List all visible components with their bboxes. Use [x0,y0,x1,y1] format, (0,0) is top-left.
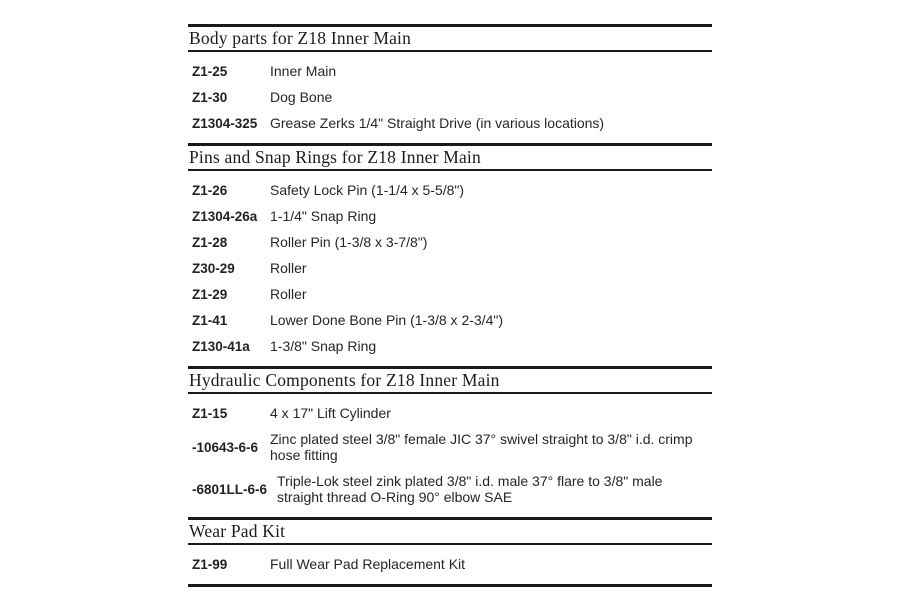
part-number: Z1-15 [192,405,228,421]
part-number: Z1-25 [192,63,228,79]
section-pins-snap-rings [188,143,712,366]
table-bottom-rule [188,584,712,587]
part-number: Z1-28 [192,234,228,250]
part-row [192,177,712,203]
part-description: 1-3/8" Snap Ring [270,337,377,354]
part-row [192,551,712,577]
part-description: Safety Lock Pin (1-1/4 x 5-5/8") [270,181,465,198]
part-number: Z1-30 [192,89,228,105]
part-description: Dog Bone [270,88,333,105]
part-row [192,333,712,359]
part-description: Roller Pin (1-3/8 x 3-7/8") [270,233,428,250]
section-title: Body parts for Z18 Inner Main [188,27,712,52]
section-title: Wear Pad Kit [188,520,712,545]
section-rows [188,171,712,366]
part-row [192,426,712,468]
part-number: Z1304-325 [192,115,258,131]
part-description: Roller [270,259,307,276]
part-number: Z30-29 [192,260,235,276]
part-row [192,255,712,281]
part-number: Z1-99 [192,556,228,572]
part-number: Z1-29 [192,286,228,302]
part-number: Z1-41 [192,312,228,328]
part-number: Z1-26 [192,182,228,198]
part-description: 1-1/4" Snap Ring [270,207,377,224]
part-row [192,229,712,255]
part-row [192,58,712,84]
part-description: Grease Zerks 1/4" Straight Drive (in various locations) [270,114,605,131]
part-description: Lower Done Bone Pin (1-3/8 x 2-3/4") [270,311,503,328]
section-rows [188,52,712,143]
part-row [192,307,712,333]
part-number: -10643-6-6 [192,439,259,455]
section-rows [188,394,712,517]
part-description: Inner Main [270,62,337,79]
section-title: Hydraulic Components for Z18 Inner Main [188,369,712,394]
section-wear-pad-kit [188,517,712,584]
part-row [192,84,712,110]
part-description: Zinc plated steel 3/8" female JIC 37° swivel straight to 3/8" i.d. crimp hose fitting [270,430,693,463]
parts-list [188,24,712,587]
part-description: Full Wear Pad Replacement Kit [270,555,466,572]
part-description: Roller [270,285,307,302]
section-title: Pins and Snap Rings for Z18 Inner Main [188,146,712,171]
part-row [192,203,712,229]
part-row [192,468,712,510]
part-description: 4 x 17" Lift Cylinder [270,404,391,421]
section-body-parts [188,24,712,143]
part-number: Z1304-26a [192,208,258,224]
section-rows [188,545,712,584]
part-number: Z130-41a [192,338,250,354]
part-description: Triple-Lok steel zink plated 3/8" i.d. male 37° flare to 3/8" male straight thread O-Ring 90° elbow SAE [277,472,663,505]
part-row [192,110,712,136]
part-number: -6801LL-6-6 [192,481,268,497]
part-row [192,400,712,426]
part-row [192,281,712,307]
section-hydraulic-components [188,366,712,517]
